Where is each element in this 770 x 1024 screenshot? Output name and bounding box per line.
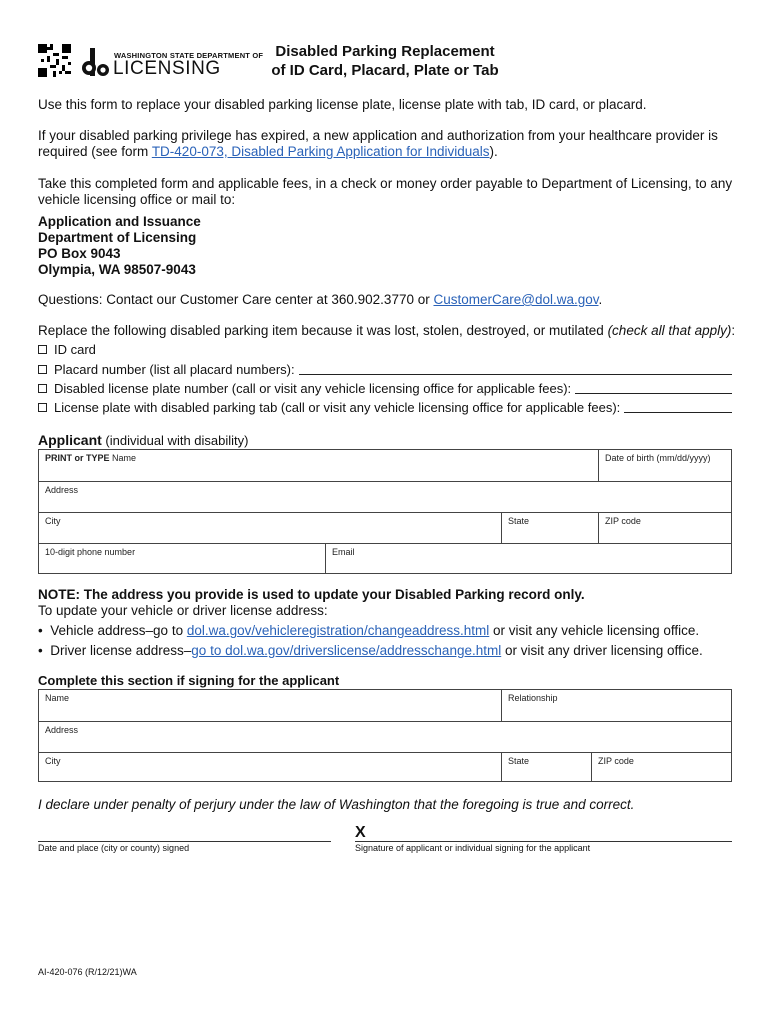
title-line-2: of ID Card, Placard, Plate or Tab xyxy=(271,62,499,79)
signature-x-mark: X xyxy=(355,824,366,841)
mailing-address-line-3: PO Box 9043 xyxy=(38,246,121,261)
id-card-checkbox[interactable] xyxy=(38,345,47,354)
title-line-1: Disabled Parking Replacement xyxy=(275,43,495,60)
applicant-phone-field[interactable] xyxy=(39,543,325,573)
driver-change-address-link[interactable]: go to dol.wa.gov/driverslicense/addresschange.html xyxy=(191,643,502,658)
tab-label: License plate with disabled parking tab (call or visit any vehicle licensing office for applicable fees): xyxy=(54,399,621,415)
mailing-address-line-4: Olympia, WA 98507-9043 xyxy=(38,262,196,277)
intro-paragraph-2 xyxy=(38,128,738,160)
applicant-address-field[interactable] xyxy=(39,481,731,512)
customer-care-email-link[interactable]: CustomerCare@dol.wa.gov xyxy=(433,292,599,307)
vehicle-change-address-link[interactable]: dol.wa.gov/vehicleregistration/changeaddress.html xyxy=(186,623,490,638)
signer-city-label: City xyxy=(45,756,61,766)
vehicle-address-end: or visit any vehicle licensing office. xyxy=(489,623,700,638)
signer-zip-field[interactable] xyxy=(591,752,731,781)
signer-state-label: State xyxy=(508,756,530,766)
signature-line[interactable] xyxy=(355,841,732,842)
perjury-declaration: I declare under penalty of perjury under the law of Washington that the foregoing is true and correct. xyxy=(38,797,635,812)
intro-p2-end: ). xyxy=(489,144,498,159)
tab-plate-field[interactable] xyxy=(624,402,732,413)
questions-paragraph xyxy=(38,292,738,308)
applicant-phone-label: 10-digit phone number xyxy=(45,547,136,557)
applicant-heading xyxy=(38,432,248,448)
placard-numbers-field[interactable] xyxy=(299,364,732,375)
agency-small-text: WASHINGTON STATE DEPARTMENT OF xyxy=(114,51,264,60)
td-420-073-link[interactable]: TD-420-073, Disabled Parking Application for Individuals xyxy=(151,144,490,159)
replace-instructions xyxy=(38,323,738,339)
signer-grid xyxy=(38,689,732,782)
signer-address-field[interactable] xyxy=(39,721,731,752)
driver-address-text: Driver license address– xyxy=(50,643,192,658)
signer-relationship-label: Relationship xyxy=(508,693,558,703)
note-heading: NOTE: The address you provide is used to update your Disabled Parking record only. xyxy=(38,587,585,602)
signer-name-label: Name xyxy=(45,693,70,703)
signer-relationship-field[interactable] xyxy=(501,690,731,721)
mailing-address-line-2: Department of Licensing xyxy=(38,230,197,245)
note-bullet-vehicle xyxy=(38,623,738,639)
applicant-zip-label: ZIP code xyxy=(605,516,641,526)
driver-address-end: or visit any driver licensing office. xyxy=(501,643,703,658)
date-place-line[interactable] xyxy=(38,841,331,842)
applicant-subheading: (individual with disability) xyxy=(105,433,249,448)
plate-checkbox[interactable] xyxy=(38,384,47,393)
signer-state-field[interactable] xyxy=(501,752,591,781)
applicant-email-field[interactable] xyxy=(325,543,731,573)
signer-zip-label: ZIP code xyxy=(598,756,634,766)
replace-lead-italic: (check all that apply) xyxy=(607,323,732,338)
intro-paragraph-3: Take this completed form and applicable fees, in a check or money order payable to Department of Licensing, to any vehicle licensing office or mail to: xyxy=(38,176,733,207)
qr-code-icon xyxy=(38,44,71,77)
questions-end: . xyxy=(598,292,603,307)
applicant-zip-field[interactable] xyxy=(598,512,731,543)
replace-lead-end: : xyxy=(731,323,736,338)
signer-heading: Complete this section if signing for the applicant xyxy=(38,673,340,688)
intro-p2-text: If your disabled parking privilege has expired, a new application and authorization from your healthcare provider is required (see form xyxy=(38,128,718,159)
dob-label: Date of birth (mm/dd/yyyy) xyxy=(605,453,711,463)
applicant-state-field[interactable] xyxy=(501,512,598,543)
mailing-address-line-1: Application and Issuance xyxy=(38,214,201,229)
signer-city-field[interactable] xyxy=(39,752,501,781)
checkbox-row-placard xyxy=(38,361,732,377)
checkbox-row-id-card xyxy=(38,341,732,357)
applicant-name-field[interactable] xyxy=(39,450,598,481)
note-line-2: To update your vehicle or driver license address: xyxy=(38,603,328,618)
bullet-dot-icon: • xyxy=(38,643,51,658)
date-place-label: Date and place (city or county) signed xyxy=(38,843,190,853)
applicant-grid xyxy=(38,449,732,574)
applicant-state-label: State xyxy=(508,516,530,526)
questions-text: Questions: Contact our Customer Care center at 360.902.3770 or xyxy=(38,292,434,307)
signer-name-field[interactable] xyxy=(39,690,501,721)
applicant-dob-field[interactable] xyxy=(598,450,731,481)
applicant-address-label: Address xyxy=(45,485,79,495)
placard-checkbox[interactable] xyxy=(38,365,47,374)
note-bullet-driver xyxy=(38,643,738,659)
print-or-type-label: PRINT or TYPE xyxy=(45,453,110,463)
agency-name: LICENSING xyxy=(113,58,221,79)
signature-label: Signature of applicant or individual signing for the applicant xyxy=(355,843,591,853)
bullet-dot-icon: • xyxy=(38,623,51,638)
applicant-city-field[interactable] xyxy=(39,512,501,543)
applicant-heading-bold: Applicant xyxy=(38,432,102,448)
id-card-label: ID card xyxy=(54,341,96,357)
tab-checkbox[interactable] xyxy=(38,403,47,412)
replace-lead-text: Replace the following disabled parking item because it was lost, stolen, destroyed, or mutilated xyxy=(38,323,608,338)
dol-logo-icon xyxy=(82,48,114,78)
vehicle-address-text: Vehicle address–go to xyxy=(50,623,187,638)
checkbox-row-plate xyxy=(38,380,732,396)
applicant-city-label: City xyxy=(45,516,61,526)
intro-paragraph-1: Use this form to replace your disabled parking license plate, license plate with tab, ID card, or placard. xyxy=(38,97,647,112)
applicant-name-label: Name xyxy=(112,453,137,463)
plate-number-field[interactable] xyxy=(575,383,732,394)
mailing-address xyxy=(38,214,201,278)
plate-label: Disabled license plate number (call or visit any vehicle licensing office for applicable fees): xyxy=(54,380,572,396)
form-id: AI-420-076 (R/12/21)WA xyxy=(38,967,137,977)
form-title xyxy=(240,42,530,80)
checkbox-row-tab xyxy=(38,399,732,415)
signer-address-label: Address xyxy=(45,725,79,735)
placard-label: Placard number (list all placard numbers): xyxy=(54,361,295,377)
applicant-email-label: Email xyxy=(332,547,355,557)
